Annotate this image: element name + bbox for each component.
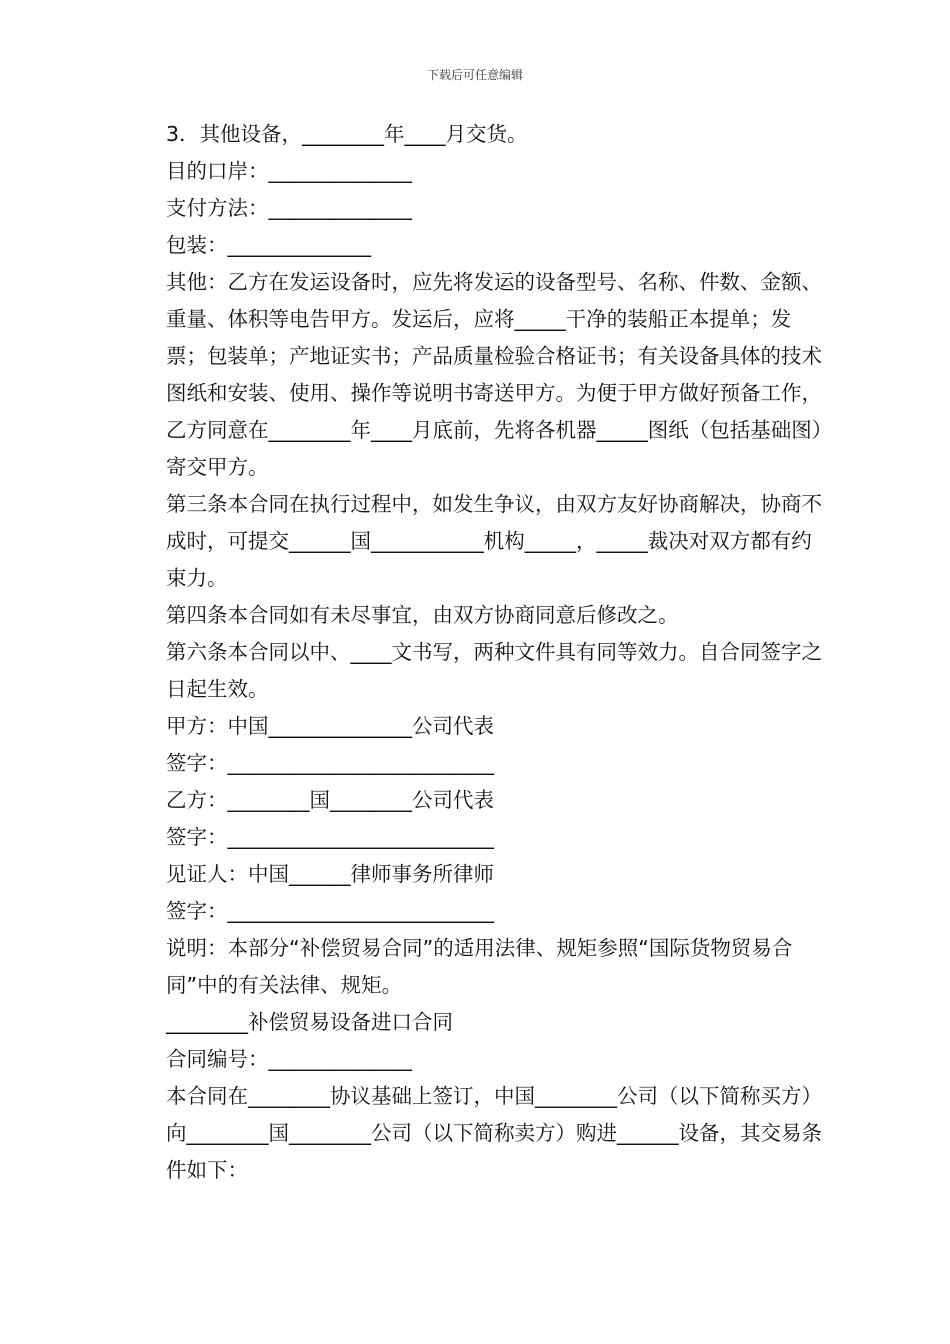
paragraph-article-six: 第六条本合同以中、____文书写，两种文件具有同等效力。自合同签字之日起生效。 bbox=[166, 640, 822, 701]
paragraph-other-terms: 其他：乙方在发运设备时，应先将发运的设备型号、名称、件数、金额、重量、体积等电告甲方。发运后，应将_____干净的装船正本提单；发票；包装单；产地证实书；产品质量检验合格证书；有关设备具体的技术图纸和安装、使用、操作等说明书寄送甲方。为便于甲方做好预备工作，乙方同意在________年____月底前，先将各机器_____图纸（包括基础图）寄交甲方。 bbox=[166, 270, 822, 479]
party-b-signature: 签字：__________________________ bbox=[166, 825, 494, 849]
contract-number-line: 合同编号：______________ bbox=[166, 1047, 412, 1071]
party-a-line: 甲方：中国______________公司代表 bbox=[166, 714, 494, 738]
party-a-signature: 签字：__________________________ bbox=[166, 751, 494, 775]
document-body bbox=[146, 116, 826, 1189]
witness-signature: 签字：__________________________ bbox=[166, 899, 494, 923]
paragraph-article-three: 第三条本合同在执行过程中，如发生争议，由双方友好协商解决，协商不成时，可提交______国___________机构_____，_____裁决对双方都有约束力。 bbox=[166, 492, 822, 590]
paragraph-payment-method: 支付方法：______________ bbox=[166, 196, 412, 220]
page-header: 下载后可任意编辑 bbox=[426, 68, 523, 82]
paragraph-packaging: 包装：______________ bbox=[166, 233, 371, 257]
party-b-line: 乙方：________国________公司代表 bbox=[166, 788, 494, 812]
paragraph-destination-port: 目的口岸：______________ bbox=[166, 159, 412, 183]
paragraph-article-four: 第四条本合同如有未尽事宜，由双方协商同意后修改之。 bbox=[166, 603, 679, 627]
contract-title: ________补偿贸易设备进口合同 bbox=[166, 1010, 453, 1034]
paragraph-explanation: 说明：本部分“补偿贸易合同”的适用法律、规矩参照“国际货物贸易合同”中的有关法律、规矩。 bbox=[166, 936, 793, 997]
paragraph-contract-intro: 本合同在________协议基础上签订，中国________公司（以下简称买方）向________国________公司（以下简称卖方）购进______设备，其交易条件如下： bbox=[166, 1084, 822, 1182]
witness-line: 见证人：中国______律师事务所律师 bbox=[166, 862, 494, 886]
paragraph-other-equipment-delivery: 3．其他设备，________年____月交货。 bbox=[166, 122, 528, 146]
